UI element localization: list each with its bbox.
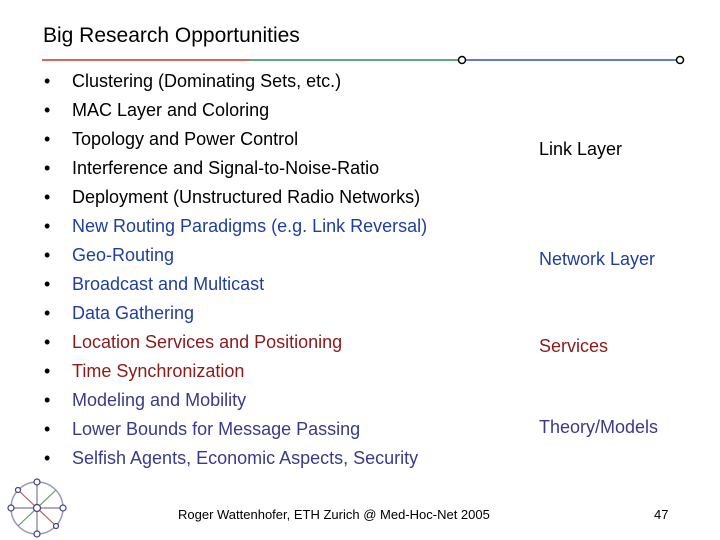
bullet-dot: • <box>44 216 51 236</box>
bullet-text: Interference and Signal-to-Noise-Ratio <box>72 158 380 178</box>
bullet-text: Selfish Agents, Economic Aspects, Security <box>72 448 419 468</box>
footer-text: Roger Wattenhofer, ETH Zurich @ Med-Hoc-Net 2005 <box>178 507 490 522</box>
page-number: 47 <box>654 507 669 522</box>
bullet-dot: • <box>44 158 51 178</box>
bullet-text: Deployment (Unstructured Radio Networks) <box>72 187 421 207</box>
bullet-dot: • <box>44 361 51 381</box>
header-rule-node <box>459 57 466 64</box>
bullet-text: Time Synchronization <box>72 361 245 381</box>
header-rule-node <box>677 57 684 64</box>
bullet-text: Geo-Routing <box>72 245 175 265</box>
category-label-network-layer: Network Layer <box>539 249 656 269</box>
bullet-text: New Routing Paradigms (e.g. Link Reversal) <box>72 216 428 236</box>
bullet-dot: • <box>44 419 51 439</box>
slide-title: Big Research Opportunities <box>43 24 300 47</box>
bullet-dot: • <box>44 129 51 149</box>
bullet-dot: • <box>44 245 51 265</box>
bullet-text: Modeling and Mobility <box>72 390 247 410</box>
bullet-dot: • <box>44 303 51 323</box>
network-graph-logo-icon <box>4 478 70 538</box>
bullet-text: Broadcast and Multicast <box>72 274 265 294</box>
bullet-dot: • <box>44 332 51 352</box>
bullet-dot: • <box>44 100 51 120</box>
bullet-text: Topology and Power Control <box>72 129 299 149</box>
bullet-dot: • <box>44 448 51 468</box>
bullet-dot: • <box>44 274 51 294</box>
category-label-link-layer: Link Layer <box>539 139 623 159</box>
bullet-text: Location Services and Positioning <box>72 332 343 352</box>
bullet-text: Clustering (Dominating Sets, etc.) <box>72 71 342 91</box>
bullet-dot: • <box>44 187 51 207</box>
bullet-text: MAC Layer and Coloring <box>72 100 270 120</box>
bullet-dot: • <box>44 390 51 410</box>
category-label-theory-models: Theory/Models <box>539 417 659 437</box>
bullet-dot: • <box>44 71 51 91</box>
bullet-text: Lower Bounds for Message Passing <box>72 419 361 439</box>
bullet-text: Data Gathering <box>72 303 195 323</box>
category-label-services: Services <box>539 336 609 356</box>
